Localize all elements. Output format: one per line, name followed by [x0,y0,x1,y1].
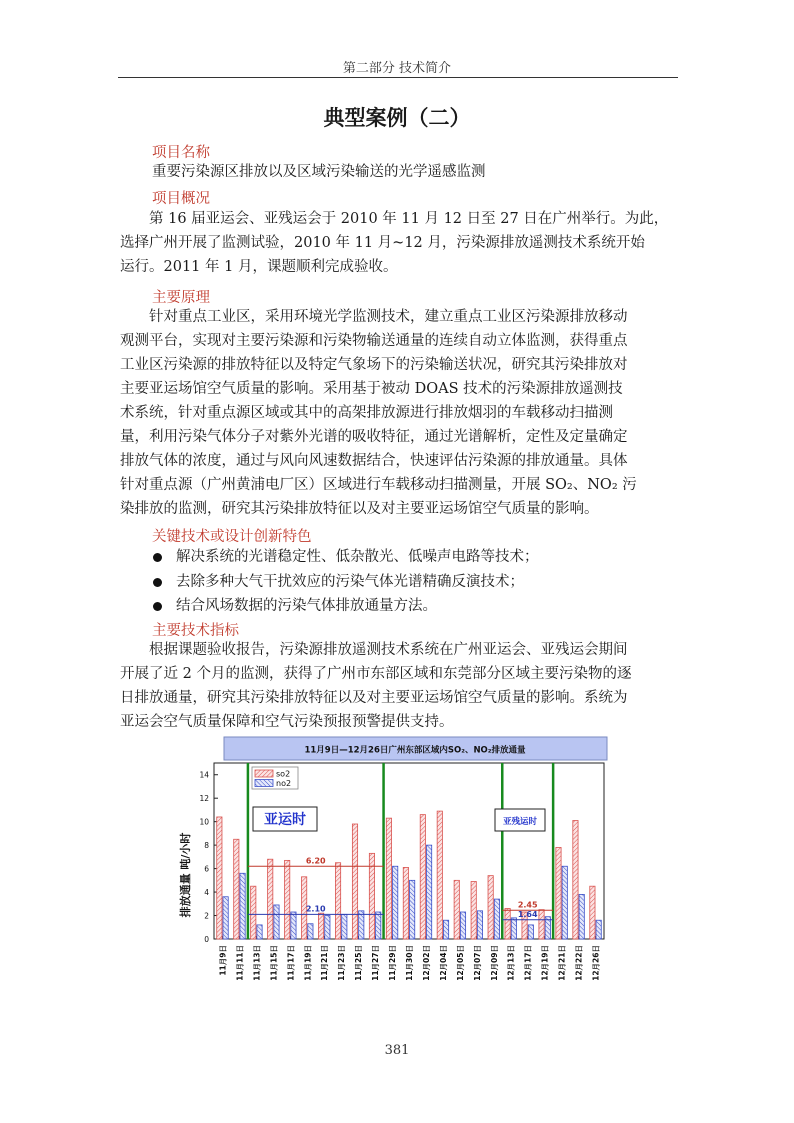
para-games-label: 亚残运时 [502,817,538,827]
y-tick-label: 10 [199,817,209,827]
so2-bar [386,818,391,939]
indicators-paragraph [120,638,672,734]
no2-bar [443,920,448,939]
no2-bar [240,873,245,939]
no2-bar [325,916,330,939]
no2-bar [308,924,313,939]
no2-bar [274,905,279,939]
x-tick-label: 12月13日 [506,945,516,981]
x-tick-label: 11月17日 [286,945,296,981]
so2-mean-label: 6.20 [305,856,326,866]
no2-mean-label: 2.10 [305,904,326,914]
so2-bar [539,910,544,939]
so2-bar [403,867,408,939]
page-number: 381 [384,1043,410,1058]
no2-bar [410,880,415,939]
no2-bar [528,925,533,939]
so2-bar [471,882,476,939]
so2-bar [505,908,510,939]
so2-bar [335,863,340,939]
x-tick-label: 11月29日 [388,945,398,981]
x-tick-label: 11月13日 [252,945,262,981]
so2-bar [488,876,493,939]
so2-bar [437,811,442,939]
principle-line: 工业区污染源的排放特征以及特定气象场下的污染输送状况，研究其污染排放对 [120,357,628,373]
x-tick-label: 11月9日 [218,945,228,976]
no2-bar [596,920,601,939]
no2-bar [579,894,584,939]
no2-bar [460,912,465,939]
overview-line: 选择广州开展了监测试验，2010 年 11 月~12 月，污染源排放遥测技术系统开始 [120,235,645,251]
so2-bar [454,880,459,939]
running-header: 第二部分 技术简介 [342,61,452,76]
no2-bar [477,911,482,939]
x-tick-label: 12月22日 [574,945,584,981]
plot-area [199,763,604,981]
header-divider [118,77,678,78]
no2-bar [376,912,381,939]
indicators-heading: 主要技术指标 [152,623,239,639]
no2-bar [511,918,516,939]
x-tick-label: 12月05日 [455,945,465,981]
indicators-line: 开展了近 2 个月的监测，获得了广州市东部区域和东莞部分区域主要污染物的逐 [120,666,632,682]
principle-line: 术系统，针对重点源区域或其中的高架排放源进行排放烟羽的车载移动扫描测 [120,405,613,421]
no2-bar [342,914,347,939]
list-item: 解决系统的光谱稳定性、低杂散光、低噪声电路等技术； [152,545,539,570]
principle-line: 观测平台，实现对主要污染源和污染物输送通量的连续自动立体监测，获得重点 [120,333,628,349]
y-tick-label: 4 [204,888,209,898]
overview-heading: 项目概况 [152,191,210,207]
legend-label-no2: no2 [276,779,292,788]
x-tick-label: 12月07日 [472,945,482,981]
principle-line: 针对重点源（广州黄浦电厂区）区域进行车载移动扫描测量，开展 SO₂、NO₂ 污 [120,477,637,493]
principle-line: 染排放的监测，研究其污染排放特征以及对主要亚运场馆空气质量的影响。 [120,501,599,517]
overview-paragraph [120,207,672,279]
y-axis-label: 排放通量 吨/小时 [179,832,192,918]
x-tick-label: 12月17日 [523,945,533,981]
no2-bar [393,866,398,939]
so2-mean-label: 2.45 [517,900,538,910]
x-tick-label: 11月19日 [303,945,313,981]
so2-bar [251,886,256,939]
chart-title: 11月9日—12月26日广州东部区域内SO₂、NO₂排放通量 [304,745,526,756]
no2-bar [562,866,567,939]
x-tick-label: 12月02日 [421,945,431,981]
principle-line: 排放气体的浓度，通过与风向风速数据结合，快速评估污染源的排放通量。具体 [120,453,628,469]
x-tick-label: 11月11日 [235,945,245,981]
list-item: 结合风场数据的污染气体排放通量方法。 [152,594,539,619]
so2-bar [318,913,323,939]
x-tick-label: 12月21日 [557,945,567,981]
y-tick-label: 2 [204,911,209,921]
y-tick-label: 6 [204,864,209,874]
page-title: 典型案例（二） [323,106,471,130]
so2-bar [590,886,595,939]
x-tick-label: 11月25日 [354,945,364,981]
no2-bar [359,911,364,939]
list-item: 去除多种大气干扰效应的污染气体光谱精确反演技术； [152,570,539,595]
x-tick-label: 11月23日 [337,945,347,981]
so2-bar [352,824,357,939]
no2-bar [426,845,431,939]
y-tick-label: 12 [199,794,209,804]
x-tick-label: 12月19日 [540,945,550,981]
asian-games-label: 亚运时 [264,812,306,828]
so2-bar [268,859,273,939]
x-tick-label: 11月15日 [269,945,279,981]
principle-line: 针对重点工业区，采用环境光学监测技术，建立重点工业区污染源排放移动 [149,309,628,325]
so2-bar [573,820,578,939]
no2-bar [494,899,499,939]
innovation-list [152,545,539,619]
x-tick-label: 11月21日 [320,945,330,981]
legend-swatch-so2 [255,770,273,777]
so2-bar [217,817,222,939]
y-tick-label: 0 [204,935,209,944]
x-tick-label: 12月26日 [591,945,601,981]
innovation-heading: 关键技术或设计创新特色 [152,529,312,545]
so2-bar [556,847,561,939]
no2-mean-label: 1.64 [517,909,538,919]
principle-line: 主要亚运场馆空气质量的影响。采用基于被动 DOAS 技术的污染源排放遥测技 [120,381,623,397]
no2-bar [257,925,262,939]
no2-bar [223,897,228,939]
so2-bar [420,815,425,939]
no2-bar [291,912,296,939]
emission-flux-chart [170,733,620,1023]
so2-bar [285,860,290,939]
project-name-text: 重要污染源区排放以及区域污染输送的光学遥感监测 [152,164,486,180]
x-tick-label: 11月30日 [405,945,414,981]
project-name-heading: 项目名称 [152,145,210,161]
overview-line: 运行。2011 年 1 月，课题顺利完成验收。 [120,259,398,275]
indicators-line: 日排放通量，研究其污染排放特征以及对主要亚运场馆空气质量的影响。系统为 [120,690,628,706]
principle-line: 量，利用污染气体分子对紫外光谱的吸收特征，通过光谱解析，定性及定量确定 [120,429,628,445]
y-tick-label: 14 [199,770,209,780]
indicators-line: 亚运会空气质量保障和空气污染预报预警提供支持。 [120,714,454,730]
x-tick-label: 12月04日 [438,945,448,981]
so2-bar [234,839,239,939]
principle-heading: 主要原理 [152,290,210,306]
legend-swatch-no2 [255,780,273,787]
x-tick-label: 12月09日 [489,945,499,981]
principle-paragraph [120,305,672,521]
overview-line: 第 16 届亚运会、亚残运会于 2010 年 11 月 12 日至 27 日在广州举行。为此， [149,211,669,227]
legend-label-so2: so2 [276,769,291,779]
y-tick-label: 8 [204,841,209,851]
indicators-line: 根据课题验收报告，污染源排放遥测技术系统在广州亚运会、亚残运会期间 [149,642,628,658]
x-tick-label: 11月27日 [371,945,381,981]
